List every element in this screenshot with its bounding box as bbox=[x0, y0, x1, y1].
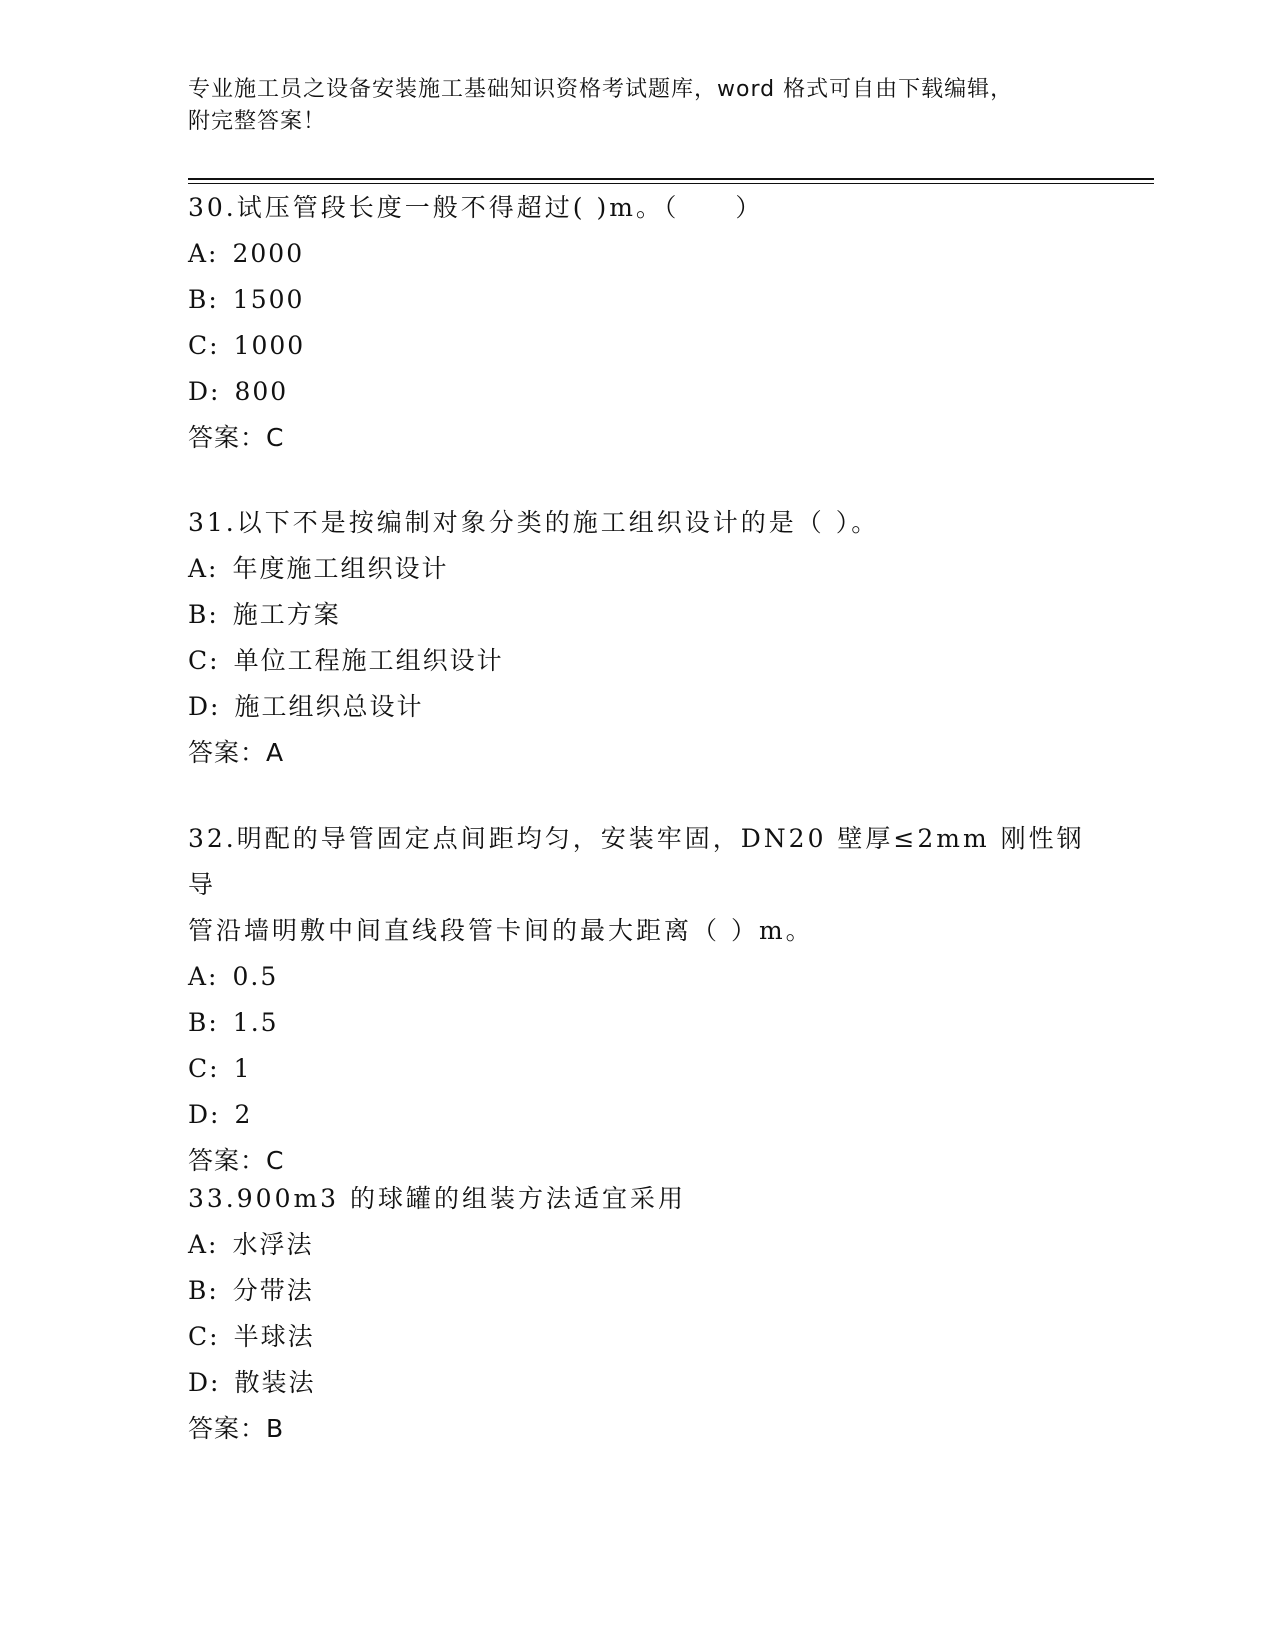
option-letter: D: bbox=[188, 1368, 221, 1397]
document-header bbox=[188, 74, 1088, 138]
option-b bbox=[188, 277, 1088, 323]
question-title: 31.以下不是按编制对象分类的施工组织设计的是（ ）。 bbox=[188, 508, 880, 537]
option-c bbox=[188, 1314, 1088, 1360]
option-letter: D: bbox=[188, 1100, 221, 1129]
option-text: 1.5 bbox=[232, 1008, 279, 1037]
option-text: 2000 bbox=[232, 239, 305, 268]
option-letter: D: bbox=[188, 377, 221, 406]
question-30 bbox=[188, 185, 1088, 461]
option-letter: B: bbox=[188, 1276, 219, 1305]
option-letter: A: bbox=[188, 554, 219, 583]
option-a bbox=[188, 231, 1088, 277]
question-title: 33.900m3 的球罐的组装方法适宜采用 bbox=[188, 1184, 687, 1213]
option-d bbox=[188, 684, 1088, 730]
option-a bbox=[188, 954, 1088, 1000]
option-letter: B: bbox=[188, 1008, 219, 1037]
option-letter: C: bbox=[188, 646, 220, 675]
option-letter: C: bbox=[188, 1322, 220, 1351]
header-line-2: 附完整答案！ bbox=[188, 109, 327, 134]
question-32 bbox=[188, 816, 1088, 1184]
question-title-line-2: 管沿墙明敷中间直线段管卡间的最大距离（ ）m。 bbox=[188, 916, 814, 945]
option-text: 施工方案 bbox=[232, 600, 341, 629]
option-letter: A: bbox=[188, 1230, 219, 1259]
option-d bbox=[188, 1092, 1088, 1138]
option-text: 0.5 bbox=[232, 962, 279, 991]
option-text: 水浮法 bbox=[232, 1230, 314, 1259]
option-b bbox=[188, 1268, 1088, 1314]
option-letter: B: bbox=[188, 285, 219, 314]
option-text: 半球法 bbox=[233, 1322, 315, 1351]
header-line-1: 专业施工员之设备安装施工基础知识资格考试题库，word 格式可自由下载编辑， bbox=[188, 77, 1014, 102]
option-text: 年度施工组织设计 bbox=[232, 554, 449, 583]
question-33 bbox=[188, 1176, 1088, 1452]
answer-line: 答案：C bbox=[188, 1146, 285, 1175]
option-text: 1500 bbox=[232, 285, 305, 314]
option-b bbox=[188, 592, 1088, 638]
option-text: 散装法 bbox=[234, 1368, 316, 1397]
option-letter: C: bbox=[188, 331, 220, 360]
question-title-line-1: 32.明配的导管固定点间距均匀，安装牢固，DN20 壁厚≤2mm 刚性钢导 bbox=[188, 824, 1085, 899]
option-a bbox=[188, 546, 1088, 592]
option-text: 1 bbox=[233, 1054, 252, 1083]
option-text: 800 bbox=[234, 377, 289, 406]
option-text: 2 bbox=[234, 1100, 253, 1129]
answer-line: 答案：B bbox=[188, 1414, 285, 1443]
question-31 bbox=[188, 500, 1088, 776]
option-c bbox=[188, 1046, 1088, 1092]
option-text: 单位工程施工组织设计 bbox=[233, 646, 504, 675]
header-divider bbox=[188, 178, 1154, 184]
option-d bbox=[188, 369, 1088, 415]
option-a bbox=[188, 1222, 1088, 1268]
option-letter: D: bbox=[188, 692, 221, 721]
option-c bbox=[188, 638, 1088, 684]
option-text: 分带法 bbox=[232, 1276, 314, 1305]
option-c bbox=[188, 323, 1088, 369]
option-d bbox=[188, 1360, 1088, 1406]
option-text: 施工组织总设计 bbox=[234, 692, 424, 721]
answer-line: 答案：A bbox=[188, 738, 285, 767]
question-title: 30.试压管段长度一般不得超过( )m。（ ） bbox=[188, 193, 764, 222]
option-b bbox=[188, 1000, 1088, 1046]
option-letter: C: bbox=[188, 1054, 220, 1083]
answer-line: 答案：C bbox=[188, 423, 285, 452]
option-letter: A: bbox=[188, 239, 219, 268]
option-text: 1000 bbox=[233, 331, 306, 360]
option-letter: A: bbox=[188, 962, 219, 991]
option-letter: B: bbox=[188, 600, 219, 629]
